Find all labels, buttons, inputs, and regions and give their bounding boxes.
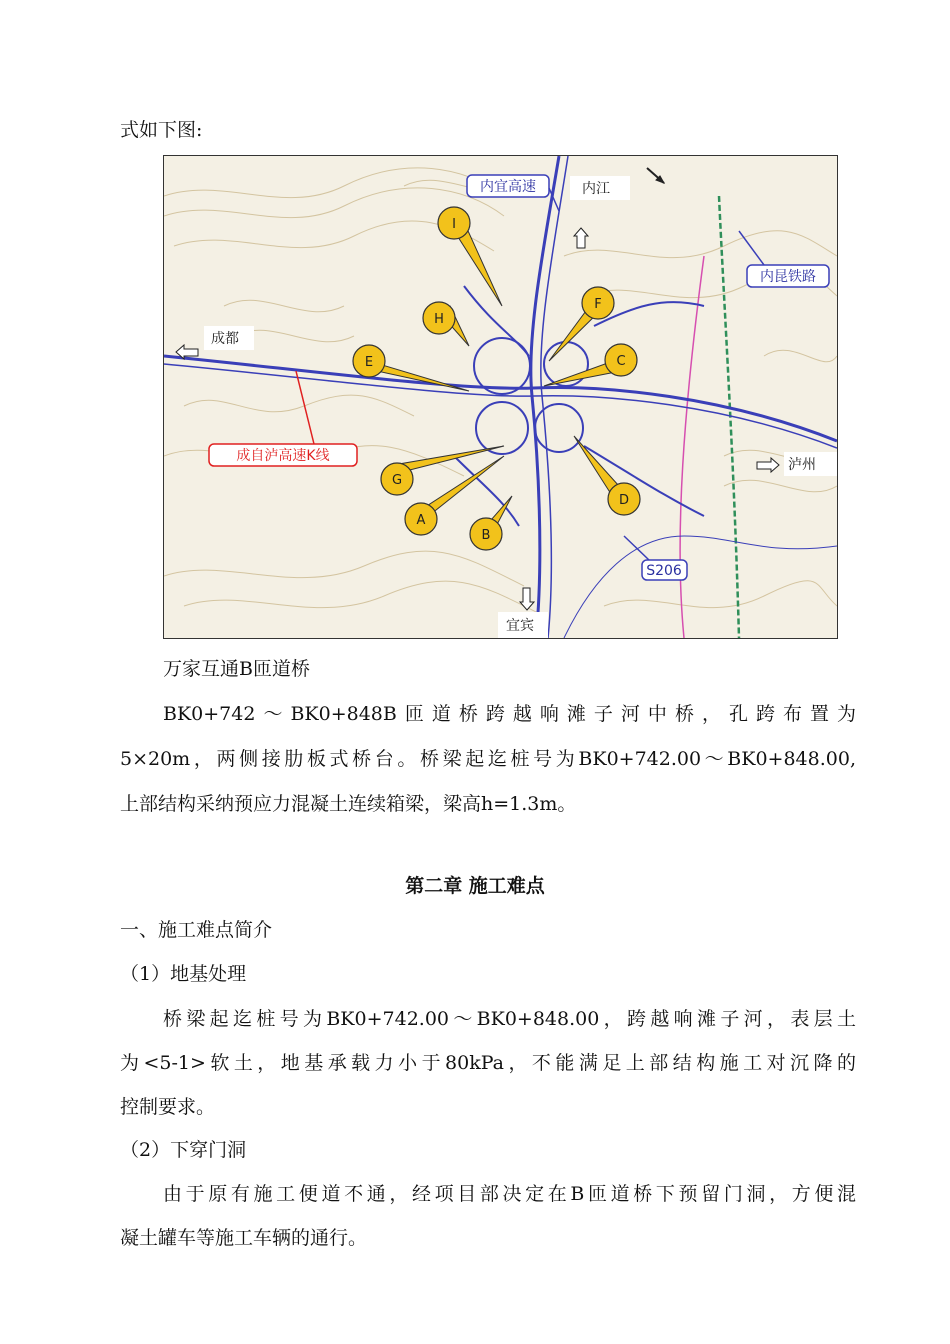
marker-B [470, 518, 502, 550]
marker-E [353, 345, 385, 377]
marker-C [605, 344, 637, 376]
para3-line2: 凝土罐车等施工车辆的通行。 [120, 1227, 368, 1249]
svg-text:F: F [594, 297, 602, 312]
para3-line1: 由于原有施工便道不通，经项目部决定在B匝道桥下预留门洞，方便混 [163, 1183, 856, 1205]
svg-text:E: E [364, 355, 374, 370]
svg-text:D: D [618, 493, 630, 508]
intro-text: 式如下图: [120, 119, 203, 141]
para1-line2: 5×20m，两侧接肋板式桥台。桥梁起迄桩号为BK0+742.00～BK0+848.00, [120, 748, 856, 770]
subsection-1: （1）地基处理 [120, 963, 247, 985]
interchange-map [163, 155, 838, 639]
para1-line1: BK0+742～BK0+848B匝道桥跨越响滩子河中桥，孔跨布置为 [163, 703, 856, 725]
yibin-label: 宜宾 [506, 618, 534, 634]
svg-text:A: A [416, 513, 426, 528]
marker-F [582, 287, 614, 319]
para2-line1: 桥梁起迄桩号为BK0+742.00～BK0+848.00，跨越响滩子河，表层土 [163, 1008, 856, 1030]
section-heading: 一、施工难点简介 [120, 919, 273, 941]
figure-caption: 万家互通B匝道桥 [163, 658, 310, 680]
marker-H [423, 302, 455, 334]
subsection-2: （2）下穿门洞 [120, 1139, 247, 1161]
para2-line2: 为<5-1>软土，地基承载力小于80kPa，不能满足上部结构施工对沉降的 [120, 1052, 856, 1074]
svg-text:H: H [434, 312, 444, 327]
luzhou-label: 泸州 [788, 457, 816, 473]
chapter-title: 第二章 施工难点 [405, 875, 545, 897]
marker-I [438, 207, 470, 239]
svg-text:G: G [391, 473, 403, 488]
chengdu-label: 成都 [211, 331, 239, 347]
para2-line3: 控制要求。 [120, 1096, 216, 1118]
marker-D [608, 483, 640, 515]
neijiang-label: 内江 [582, 181, 610, 197]
chengzilu-label: 成自泸高速K线 [236, 448, 330, 464]
s206-label: S206 [646, 563, 682, 579]
para1-line3: 上部结构采纳预应力混凝土连续箱梁，梁高h=1.3m。 [120, 793, 577, 815]
marker-A [405, 503, 437, 535]
neikun-label: 内昆铁路 [760, 269, 816, 285]
marker-G [381, 463, 413, 495]
svg-text:B: B [481, 528, 491, 543]
neiyi-label: 内宜高速 [480, 179, 536, 195]
svg-text:I: I [452, 217, 456, 232]
svg-text:C: C [616, 354, 626, 369]
